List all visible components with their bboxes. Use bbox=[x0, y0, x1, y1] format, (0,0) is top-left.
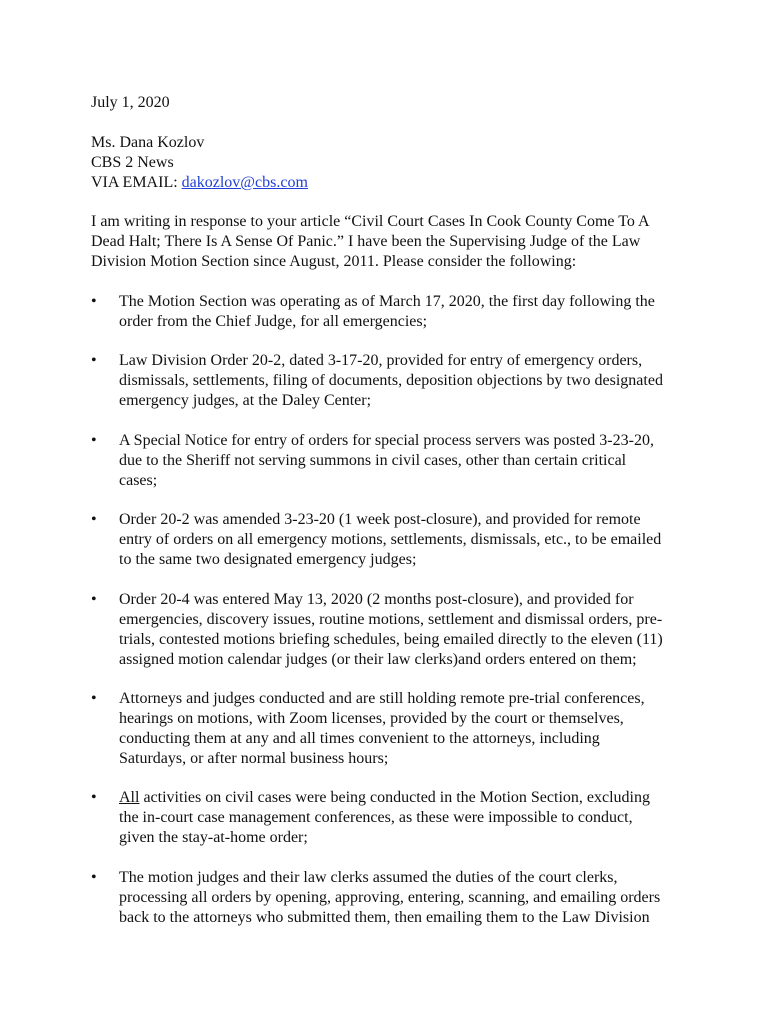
bullet-text: The Motion Section was operating as of March 17, 2020, the first day following the order from the Chief Judge, for all emergencies; bbox=[119, 293, 655, 330]
bullet-text: Law Division Order 20-2, dated 3-17-20, provided for entry of emergency orders, dismissals, settlements, filing of documents, deposition objections by two designated emergency judges, at the Daley Center; bbox=[119, 352, 663, 409]
bullet-marker: • bbox=[91, 690, 97, 707]
recipient-email-link[interactable]: dakozlov@cbs.com bbox=[181, 174, 308, 191]
bullet-marker: • bbox=[91, 293, 97, 310]
recipient-name: Ms. Dana Kozlov bbox=[91, 134, 205, 151]
bullet-marker: • bbox=[91, 432, 97, 449]
via-email-label: VIA EMAIL: bbox=[91, 174, 178, 191]
underlined-word: All bbox=[119, 789, 140, 806]
recipient-organization: CBS 2 News bbox=[91, 154, 174, 171]
bullet-text: A Special Notice for entry of orders for special process servers was posted 3-23-20, due to the Sheriff not serving summons in civil cases, other than certain critical cases; bbox=[119, 432, 654, 489]
bullet-marker: • bbox=[91, 352, 97, 369]
bullet-marker: • bbox=[91, 591, 97, 608]
bullet-text bbox=[119, 788, 691, 848]
bullet-marker: • bbox=[91, 869, 97, 886]
bullet-marker: • bbox=[91, 511, 97, 528]
bullet-text: Attorneys and judges conducted and are still holding remote pre-trial conferences, hearings on motions, with Zoom licenses, provided by the court or themselves, conducting them at any and all times convenient to the attorneys, including Saturdays, or after normal business hours; bbox=[119, 690, 645, 767]
recipient-email-line bbox=[91, 173, 308, 193]
bullet-text: The motion judges and their law clerks assumed the duties of the court clerks, processing all orders by opening, approving, entering, scanning, and emailing orders back to the attorneys who submitted them, then emailing them to the Law Division bbox=[119, 869, 661, 926]
recipient-block bbox=[91, 133, 308, 193]
letter-date: July 1, 2020 bbox=[91, 94, 170, 111]
intro-paragraph: I am writing in response to your article “Civil Court Cases In Cook County Come To A Dead Halt; There Is A Sense Of Panic.” I have been the Supervising Judge of the Law Division Motion Section since August, 2011. Please consider the following: bbox=[91, 213, 650, 270]
bullet-marker: • bbox=[91, 789, 97, 806]
bullet-text: Order 20-4 was entered May 13, 2020 (2 months post-closure), and provided for emergencies, discovery issues, routine motions, settlement and dismissal orders, pre- trials, contested motions briefing schedules, being emailed directly to the eleven (11) assigned motion calendar judges (or their law clerks)and orders entered on them; bbox=[119, 591, 663, 668]
bullet-text: Order 20-2 was amended 3-23-20 (1 week post-closure), and provided for remote entry of orders on all emergency motions, settlements, dismissals, etc., to be emailed to the same two designated emergency judges; bbox=[119, 511, 662, 568]
bullet-text-rest: activities on civil cases were being conducted in the Motion Section, excluding the in-court case management conferences, as these were impossible to conduct, given the stay-at-home order; bbox=[119, 789, 650, 846]
